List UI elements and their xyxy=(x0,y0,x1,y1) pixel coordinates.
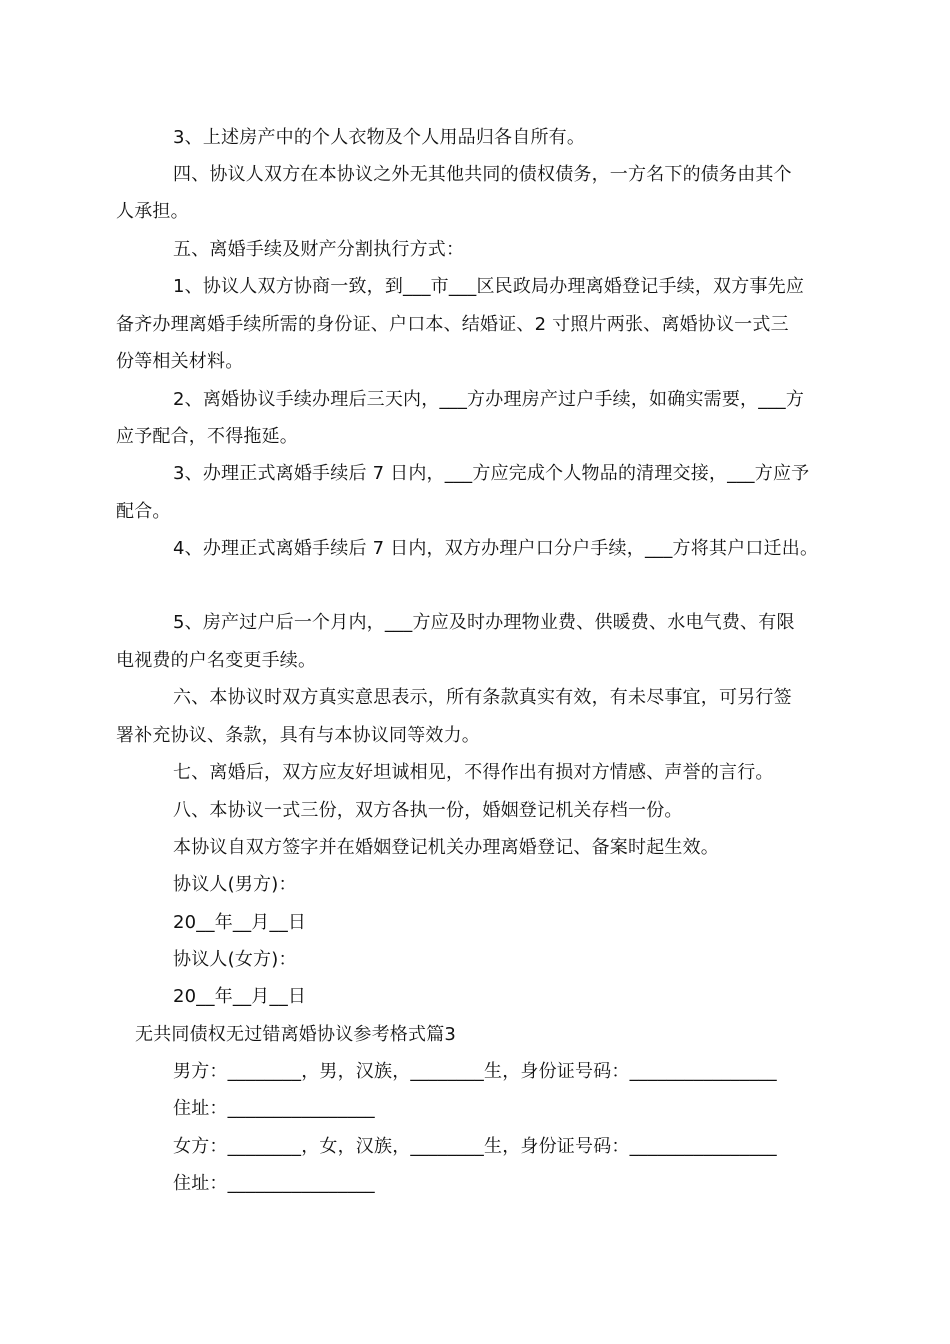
date-line: 20__年__月__日 xyxy=(173,986,307,1007)
text-line: 份等相关材料。 xyxy=(116,351,244,372)
text-line: 署补充协议、条款，具有与本协议同等效力。 xyxy=(116,725,480,746)
male-info-line: 男方：________，男，汉族，________生，身份证号码：________________ xyxy=(173,1061,777,1082)
signature-label-male: 协议人(男方)： xyxy=(173,874,297,895)
text-line: 4、办理正式离婚手续后 7 日内，双方办理户口分户手续，___方将其户口迁出。 xyxy=(173,538,819,559)
text-line: 八、本协议一式三份，双方各执一份，婚姻登记机关存档一份。 xyxy=(173,800,683,821)
text-line: 本协议自双方签字并在婚姻登记机关办理离婚登记、备案时起生效。 xyxy=(173,837,719,858)
text-line: 七、离婚后，双方应友好坦诚相见，不得作出有损对方情感、声誉的言行。 xyxy=(173,762,774,783)
male-address-line: 住址：________________ xyxy=(173,1098,375,1119)
text-line: 四、协议人双方在本协议之外无其他共同的债权债务，一方名下的债务由其个 xyxy=(173,164,792,185)
text-line: 电视费的户名变更手续。 xyxy=(116,650,317,671)
signature-label-female: 协议人(女方)： xyxy=(173,949,297,970)
text-line: 1、协议人双方协商一致，到___市___区民政局办理离婚登记手续，双方事先应 xyxy=(173,276,805,297)
text-line: 人承担。 xyxy=(116,201,189,222)
female-info-line: 女方：________，女，汉族，________生，身份证号码：________________ xyxy=(173,1136,777,1157)
section-title: 无共同债权无过错离婚协议参考格式篇3 xyxy=(135,1024,457,1045)
text-line: 3、上述房产中的个人衣物及个人用品归各自所有。 xyxy=(173,127,586,148)
text-line: 备齐办理离婚手续所需的身份证、户口本、结婚证、2 寸照片两张、离婚协议一式三 xyxy=(116,314,789,335)
text-line: 3、办理正式离婚手续后 7 日内，___方应完成个人物品的清理交接，___方应予 xyxy=(173,463,810,484)
text-line: 5、房产过户后一个月内，___方应及时办理物业费、供暖费、水电气费、有限 xyxy=(173,612,795,633)
female-address-line: 住址：________________ xyxy=(173,1173,375,1194)
text-line: 配合。 xyxy=(116,501,171,522)
text-line: 六、本协议时双方真实意思表示，所有条款真实有效，有未尽事宜，可另行签 xyxy=(173,687,792,708)
section-heading: 五、离婚手续及财产分割执行方式： xyxy=(173,239,465,260)
date-line: 20__年__月__日 xyxy=(173,912,307,933)
text-line: 2、离婚协议手续办理后三天内，___方办理房产过户手续，如确实需要，___方 xyxy=(173,389,805,410)
text-line: 应予配合，不得拖延。 xyxy=(116,426,298,447)
